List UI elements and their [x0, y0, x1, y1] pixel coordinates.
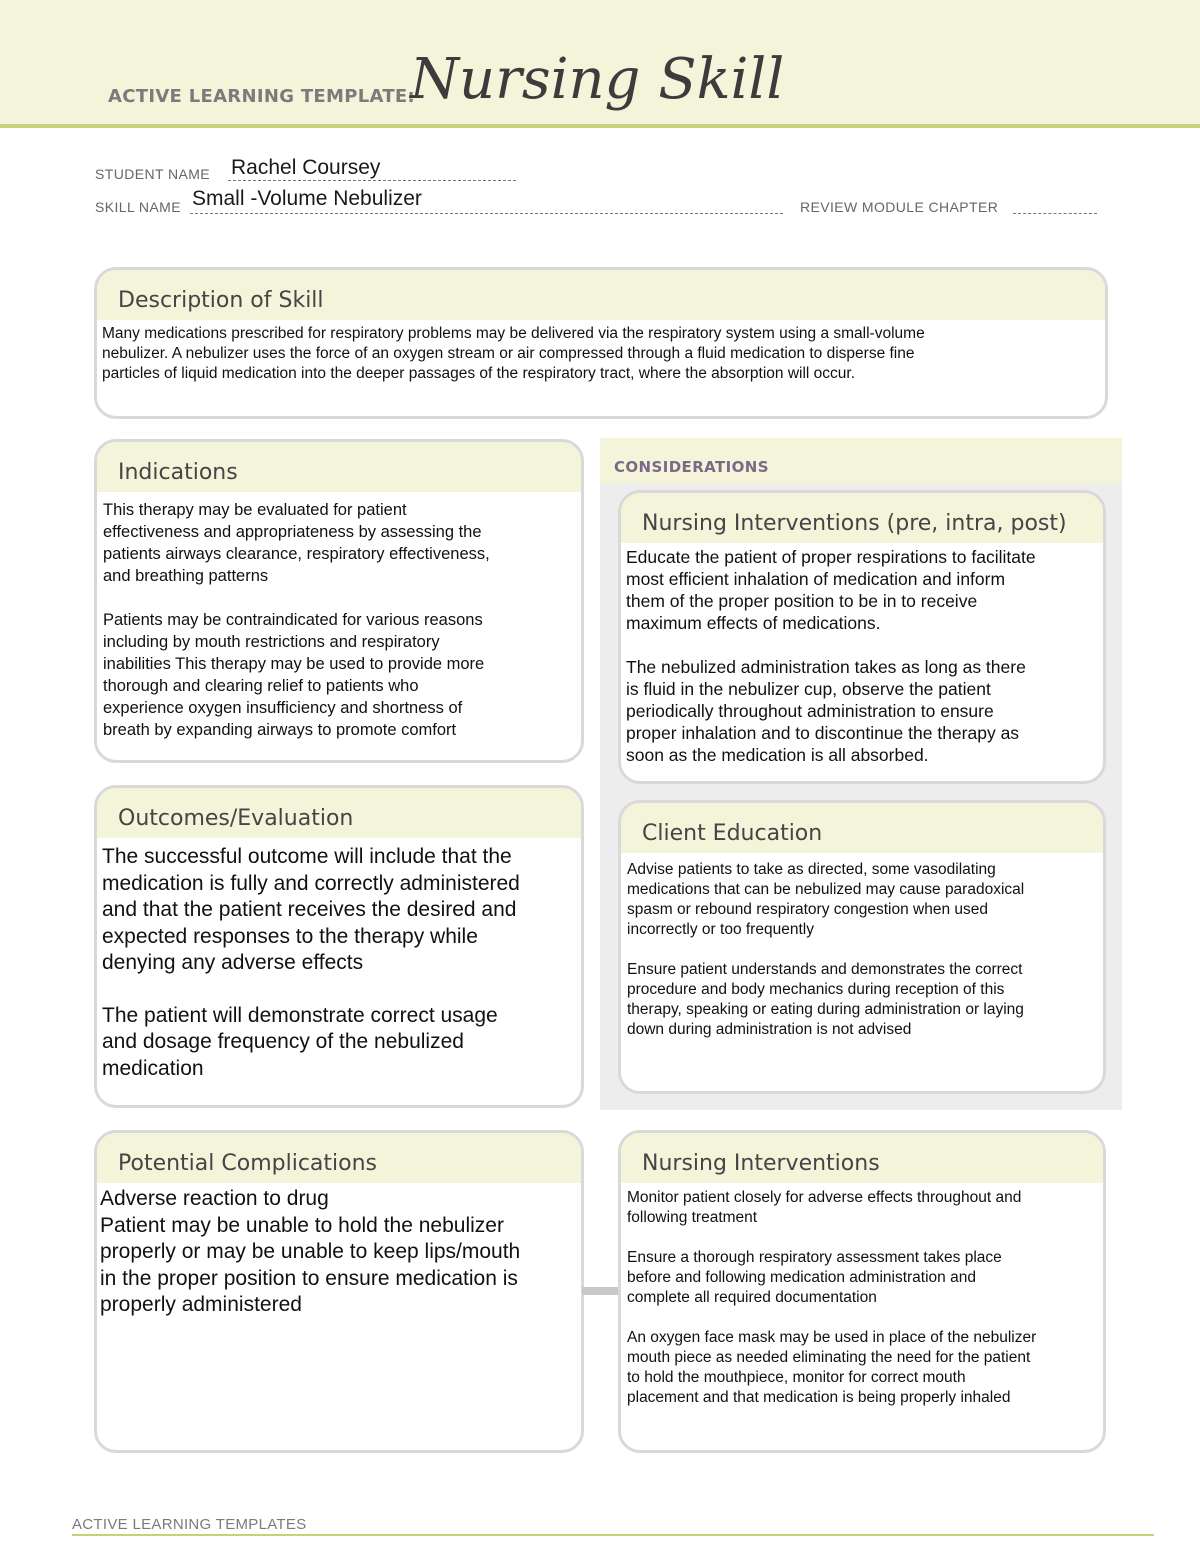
student-name-label: STUDENT NAME [95, 166, 210, 182]
outcomes-title: Outcomes/Evaluation [97, 788, 581, 838]
review-module-label: REVIEW MODULE CHAPTER [800, 199, 999, 215]
indications-paragraph: Patients may be contraindicated for various reasons including by mouth restrictions and respiratory inabilities This therapy may be used to provide more thorough and clearing relief to patients who experience oxygen insufficiency and shortness of breath by expanding airways to promote comfort [103, 611, 485, 739]
client-education-paragraph: Advise patients to take as directed, some vasodilating medications that can be nebulized may cause paradoxical spasm or rebound respiratory congestion when used incorrectly or too frequently [627, 861, 1025, 938]
outcomes-box [94, 785, 584, 1108]
template-label: ACTIVE LEARNING TEMPLATE: [108, 86, 415, 107]
complications-title: Potential Complications [97, 1133, 581, 1183]
client-education-box [618, 800, 1106, 1094]
complications-text: Adverse reaction to drug Patient may be unable to hold the nebulizer properly or may be unable to keep lips/mouth in the proper position to ensure medication is properly administered [100, 1187, 521, 1316]
considerations-title: CONSIDERATIONS [614, 458, 769, 476]
description-text: Many medications prescribed for respiratory problems may be delivered via the respiratory system using a small-volume nebulizer. A nebulizer uses the force of an oxygen stream or air compressed through a fluid medication to disperse fine particles of liquid medication into the deeper passages of the respiratory tract, where the absorption will occur. [102, 325, 925, 382]
nursing-interventions-title: Nursing Interventions [621, 1133, 1103, 1183]
skill-name-line [190, 213, 783, 214]
header-rule [0, 124, 1200, 128]
skill-name-value[interactable]: Small -Volume Nebulizer [192, 187, 422, 210]
nursing-interventions-ppp-title: Nursing Interventions (pre, intra, post) [621, 493, 1103, 543]
review-module-line[interactable] [1013, 213, 1097, 214]
nursing-interventions-box [618, 1130, 1106, 1453]
nursing-interventions-paragraph: An oxygen face mask may be used in place of the nebulizer mouth piece as needed eliminating the need for the patient to hold the mouthpiece, monitor for correct mouth placement and that medication is being properly inhaled [627, 1329, 1037, 1406]
student-name-line [228, 180, 516, 181]
nursing-interventions-paragraph: Ensure a thorough respiratory assessment takes place before and following medication administration and complete all required documentation [627, 1249, 1002, 1306]
footer-label: ACTIVE LEARNING TEMPLATES [72, 1516, 307, 1533]
indications-box [94, 439, 584, 763]
connector-bar [582, 1287, 620, 1295]
description-title: Description of Skill [97, 270, 1105, 320]
nursing-interventions-ppp-paragraph: The nebulized administration takes as long as there is fluid in the nebulizer cup, observe the patient periodically throughout administration to ensure proper inhalation and to discontinue the therapy as soon as the medication is all absorbed. [626, 657, 1026, 765]
description-box [94, 267, 1108, 419]
indications-paragraph: This therapy may be evaluated for patient effectiveness and appropriateness by assessing the patients airways clearance, respiratory effectiveness, and breathing patterns [103, 501, 490, 585]
client-education-paragraph: Ensure patient understands and demonstrates the correct procedure and body mechanics during reception of this therapy, speaking or eating during administration or laying down during administration is not advised [627, 961, 1024, 1038]
student-name-value[interactable]: Rachel Coursey [231, 156, 381, 179]
footer-rule [72, 1534, 1154, 1536]
outcomes-paragraph: The patient will demonstrate correct usage and dosage frequency of the nebulized medication [102, 1003, 498, 1080]
outcomes-paragraph: The successful outcome will include that the medication is fully and correctly administered and that the patient receives the desired and expected responses to the therapy while denying any adverse effects [102, 845, 520, 974]
client-education-title: Client Education [621, 803, 1103, 853]
nursing-interventions-paragraph: Monitor patient closely for adverse effects throughout and following treatment [627, 1189, 1022, 1226]
complications-box [94, 1130, 584, 1453]
nursing-interventions-ppp-paragraph: Educate the patient of proper respirations to facilitate most efficient inhalation of medication and inform them of the proper position to be in to receive maximum effects of medications. [626, 547, 1036, 633]
indications-title: Indications [97, 442, 581, 492]
skill-name-label: SKILL NAME [95, 199, 181, 215]
nursing-interventions-ppp-box [618, 490, 1106, 784]
template-title: Nursing Skill [410, 47, 785, 112]
